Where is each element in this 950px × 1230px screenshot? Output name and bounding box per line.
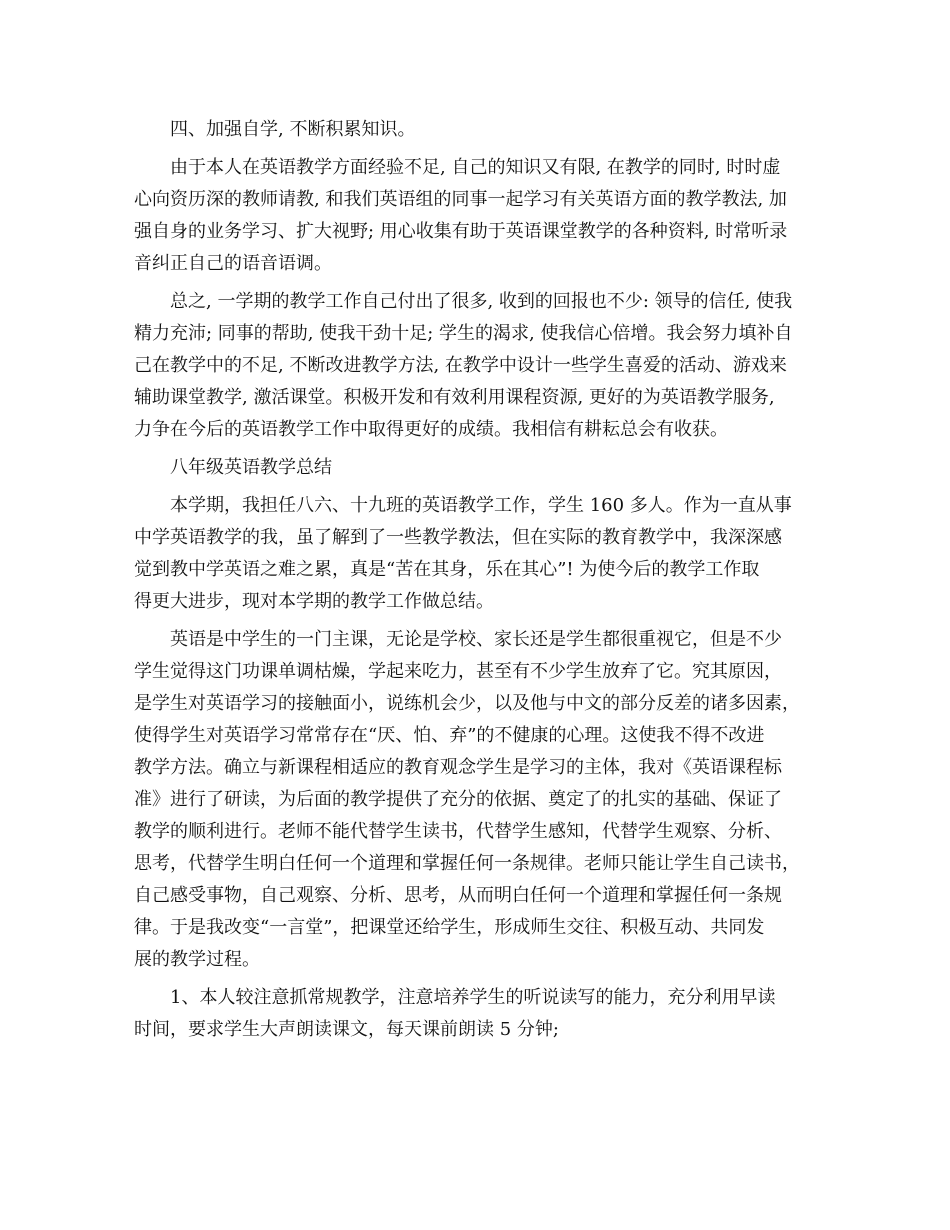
paragraph-self-study-heading (134, 114, 824, 146)
text-line: 学生觉得这门功课单调枯燥，学起来吃力，甚至有不少学生放弃了它。究其原因， (134, 661, 782, 682)
paragraph-experience (134, 152, 824, 280)
text-line: 力争在今后的英语教学工作中取得更好的成绩。我相信有耕耘总会有收获。 (134, 419, 728, 440)
text-line: 总之, 一学期的教学工作自己付出了很多, 收到的回报也不少: 领导的信任, 使我 (170, 291, 793, 312)
text-line: 中学英语教学的我，虽了解到了一些教学教法，但在实际的教育教学中，我深深感 (134, 527, 782, 548)
text-line: 展的教学过程。 (134, 949, 260, 970)
text-line: 英语是中学生的一门主课，无论是学校、家长还是学生都很重视它，但是不少 (170, 629, 782, 650)
paragraph-english-course (134, 624, 824, 976)
text-line: 由于本人在英语教学方面经验不足, 自己的知识又有限, 在教学的同时, 时时虚 (170, 157, 781, 178)
paragraph-summary (134, 286, 824, 446)
text-line: 律。于是我改变“一言堂”，把课堂还给学生，形成师生交往、积极互动、共同发 (134, 917, 765, 938)
document-body (134, 114, 824, 1052)
text-line: 自己感受事物，自己观察、分析、思考，从而明白任何一个道理和掌握任何一条规 (134, 885, 782, 906)
text-line: 是学生对英语学习的接触面小，说练机会少，以及他与中文的部分反差的诸多因素， (134, 693, 800, 714)
paragraph-item-1 (134, 982, 824, 1046)
text-line: 辅助课堂教学, 激活课堂。积极开发和有效利用课程资源, 更好的为英语教学服务, (134, 387, 775, 408)
text-line: 思考，代替学生明白任何一个道理和掌握任何一条规律。老师只能让学生自己读书， (134, 853, 800, 874)
text-line: 1、本人较注意抓常规教学，注意培养学生的听说读写的能力，充分利用早读 (170, 987, 776, 1008)
text-line: 得更大进步，现对本学期的教学工作做总结。 (134, 591, 494, 612)
text-line: 时间，要求学生大声朗读课文，每天课前朗读 5 分钟; (134, 1019, 559, 1040)
text-line: 使得学生对英语学习常常存在“厌、怕、弃”的不健康的心理。这使我不得不改进 (134, 725, 765, 746)
section-title (134, 452, 824, 484)
text-line: 精力充沛; 同事的帮助, 使我干劲十足; 学生的渴求, 使我信心倍增。我会努力填补自 (134, 323, 793, 344)
text-line: 八年级英语教学总结 (170, 457, 332, 478)
text-line: 觉到教中学英语之难之累，真是“苦在其身，乐在其心”! 为使今后的教学工作取 (134, 559, 760, 580)
text-line: 教学方法。确立与新课程相适应的教育观念学生是学习的主体，我对《英语课程标 (134, 757, 782, 778)
text-line: 心向资历深的教师请教, 和我们英语组的同事一起学习有关英语方面的教学教法, 加 (134, 189, 787, 210)
text-line: 己在教学中的不足, 不断改进教学方法, 在教学中设计一些学生喜爱的活动、游戏来 (134, 355, 787, 376)
paragraph-intro (134, 490, 824, 618)
text-line: 本学期，我担任八六、十九班的英语教学工作，学生 160 多人。作为一直从事 (170, 495, 792, 516)
text-line: 准》进行了研读，为后面的教学提供了充分的依据、奠定了的扎实的基础、保证了 (134, 789, 782, 810)
text-line: 四、加强自学, 不断积累知识。 (170, 119, 416, 140)
text-line: 教学的顺利进行。老师不能代替学生读书，代替学生感知，代替学生观察、分析、 (134, 821, 782, 842)
text-line: 音纠正自己的语音语调。 (134, 253, 332, 274)
text-line: 强自身的业务学习、扩大视野; 用心收集有助于英语课堂教学的各种资料, 时常听录 (134, 221, 788, 242)
